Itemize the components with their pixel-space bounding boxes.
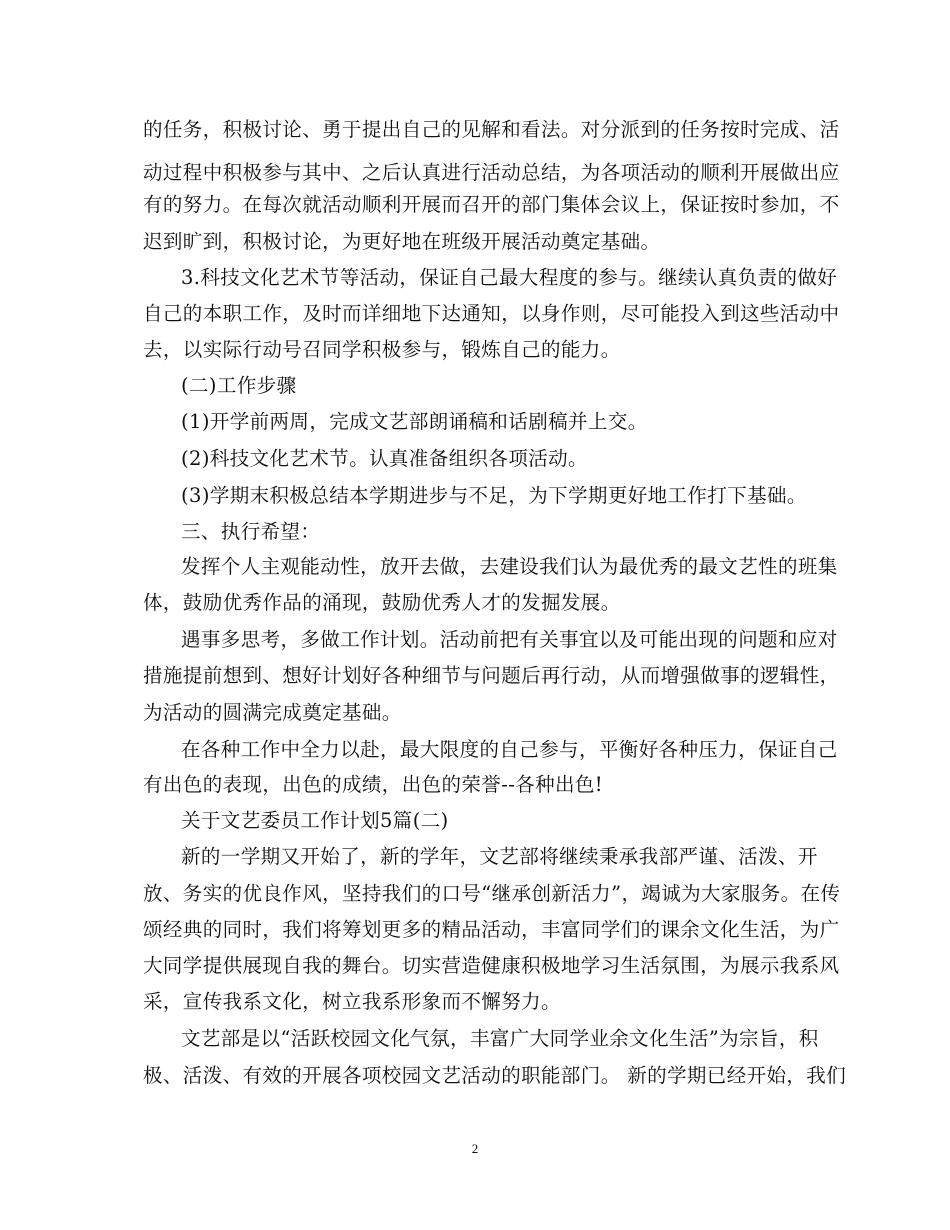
text-line: 文艺部是以“活跃校园文化气氛，丰富广大同学业余文化生活”为宗旨，积: [181, 1027, 819, 1050]
text-line: 有的努力。在每次就活动顺利开展而召开的部门集体会议上，保证按时参加，不: [143, 193, 840, 216]
text-line: 发挥个人主观能动性，放开去做，去建设我们认为最优秀的最文艺性的班集: [181, 555, 838, 578]
text-line: 为活动的圆满完成奠定基础。: [143, 701, 402, 724]
list-item: (3)学期末积极总结本学期进步与不足，为下学期更好地工作打下基础。: [181, 484, 807, 507]
text-line: 体，鼓励优秀作品的涌现，鼓励优秀人才的发掘发展。: [143, 591, 621, 614]
text-line: 措施提前想到、想好计划好各种细节与问题后再行动，从而增强做事的逻辑性，: [143, 664, 840, 687]
text-line: 自己的本职工作，及时而详细地下达通知，以身作则，尽可能投入到这些活动中: [143, 302, 840, 325]
text-line: 新的一学期又开始了，新的学年，文艺部将继续秉承我部严谨、活泼、开: [181, 845, 818, 868]
section-heading: 三、执行希望：: [181, 520, 321, 543]
text-line: 采，宣传我系文化，树立我系形象而不懈努力。: [143, 990, 561, 1013]
text-line: 极、活泼、有效的开展各项校园文艺活动的职能部门。 新的学期已经开始，我们: [143, 1064, 847, 1087]
text-line: 的任务，积极讨论、勇于提出自己的见解和看法。对分派到的任务按时完成、活: [143, 118, 840, 141]
section-heading: (二)工作步骤: [181, 374, 297, 397]
text-line: 3.科技文化艺术节等活动，保证自己最大程度的参与。继续认真负责的做好: [181, 266, 838, 289]
text-line: 迟到旷到，积极讨论，为更好地在班级开展活动奠定基础。: [143, 230, 661, 253]
page-number: 2: [471, 1141, 479, 1156]
text-line: 放、务实的优良作风，坚持我们的口号“继承创新活力”，竭诚为大家服务。在传: [143, 882, 841, 905]
text-line: 动过程中积极参与其中、之后认真进行活动总结，为各项活动的顺利开展做出应: [143, 161, 840, 184]
text-line: 在各种工作中全力以赴，最大限度的自己参与，平衡好各种压力，保证自己: [181, 738, 838, 761]
text-line: 去，以实际行动号召同学积极参与，锻炼自己的能力。: [143, 338, 621, 361]
text-line: 有出色的表现，出色的成绩，出色的荣誉--各种出色!: [143, 773, 604, 796]
text-line: 颂经典的同时，我们将筹划更多的精品活动，丰富同学们的课余文化生活，为广: [143, 918, 840, 941]
section-heading: 关于文艺委员工作计划5篇(二): [181, 809, 449, 832]
text-line: 大同学提供展现自我的舞台。切实营造健康积极地学习生活氛围，为展示我系风: [143, 954, 840, 977]
text-line: 遇事多思考，多做工作计划。活动前把有关事宜以及可能出现的问题和应对: [181, 628, 838, 651]
list-item: (2)科技文化艺术节。认真准备组织各项活动。: [181, 447, 588, 470]
list-item: (1)开学前两周，完成文艺部朗诵稿和话剧稿并上交。: [181, 410, 648, 433]
